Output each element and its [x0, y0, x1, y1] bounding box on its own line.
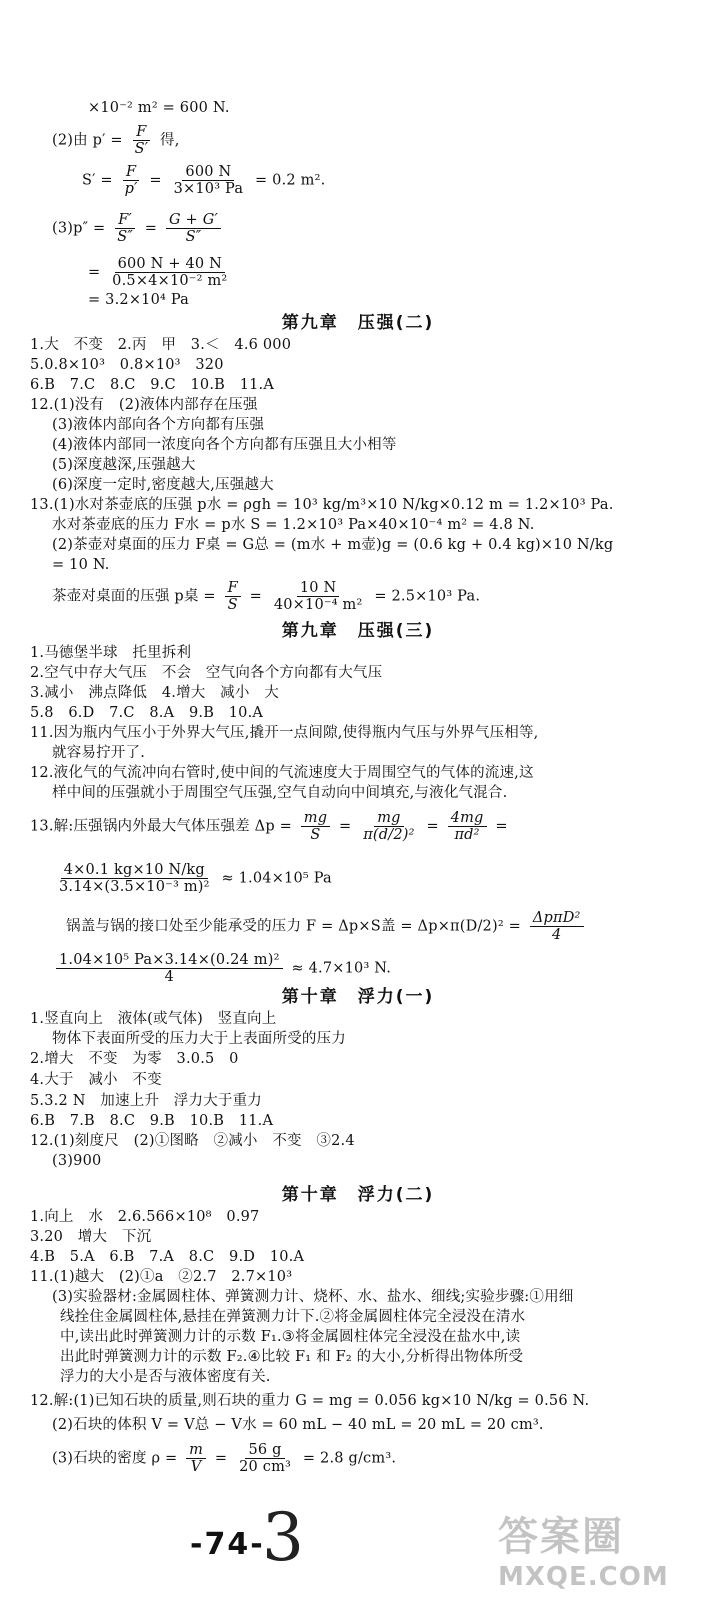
answer-line: 1.竖直向上 液体(或气体) 竖直向上 — [30, 1011, 277, 1027]
fraction: $\frac{56 g}{\text{20 cm³}}$ — [239, 1442, 292, 1475]
fraction: $\frac{600 N + 40 N}{\text{0.5×4×10⁻² m²}}$ — [112, 256, 228, 289]
fraction: $\frac{G + G'}{S''}$ — [166, 212, 221, 245]
answer-line: 13.(1)水对茶壶底的压强 p水 = ρgh = 10³ kg/m³×10 N/kg×0.12 m = 1.2×10³ Pa. — [30, 497, 614, 513]
fraction: $\frac{mg}{\text{π(d/2)²}}$ — [363, 810, 415, 843]
answer-line: 水对茶壶底的压力 F水 = p水 S = 1.2×10³ Pa×40×10⁻⁴ m² = 4.8 N. — [52, 517, 535, 533]
answer-line: (2)由 p′ = $\frac{F}{S'}$ 得, — [52, 124, 180, 157]
fraction: $\frac{\text{1.04×10⁵ Pa×3.14×(0.24 m)²}}{4}$ — [56, 952, 283, 985]
fraction: $\frac{F'}{S''}$ — [114, 212, 136, 245]
watermark-logo — [498, 1505, 698, 1595]
chapter-heading: 第十章 浮力(一) — [281, 987, 435, 1007]
answer-line: 6.B 7.B 8.C 9.B 10.B 11.A — [30, 1113, 274, 1129]
fraction: $\frac{F}{S'}$ — [134, 124, 149, 157]
answer-line: (3)石块的密度 ρ = $\frac{m}{V}$ = $\frac{56 g}{\text{20 cm³}}$ = 2.8 g/cm³. — [52, 1442, 397, 1475]
answer-line: 11.因为瓶内气压小于外界大气压,撬开一点间隙,使得瓶内气压与外界气压相等, — [30, 725, 539, 741]
fraction: $\frac{m}{V}$ — [186, 1442, 206, 1475]
answer-line: 12.液化气的气流冲向右管时,使中间的气流速度大于周围空气的气体的流速,这 — [30, 765, 534, 781]
chapter-heading: 第九章 压强(三) — [281, 621, 435, 641]
answer-line: = 3.2×10⁴ Pa — [88, 292, 189, 308]
answer-line: 6.B 7.C 8.C 9.C 10.B 11.A — [30, 377, 275, 393]
chapter-heading: 第九章 压强(二) — [281, 313, 435, 333]
answer-line: 1.大 不变 2.丙 甲 3.＜ 4.6 000 — [30, 337, 292, 353]
answer-line: 3.减小 沸点降低 4.增大 减小 大 — [30, 685, 279, 701]
fraction: $\frac{4mg}{\text{πd²}}$ — [448, 810, 487, 843]
answer-line: = 10 N. — [52, 557, 110, 573]
answer-line: S′ = $\frac{F}{p'}$ = $\frac{600 N}{\text{3×10³ Pa}}$ = 0.2 m². — [82, 164, 326, 197]
answer-line: (3)液体内部向各个方向都有压强 — [52, 417, 265, 433]
answer-line: (6)深度一定时,密度越大,压强越大 — [52, 477, 274, 493]
watermark-title: 答案圈 — [498, 1514, 624, 1560]
answer-line: 出此时弹簧测力计的示数 F₂.④比较 F₁ 和 F₂ 的大小,分析得出物体所受 — [60, 1349, 524, 1365]
answer-line: 样中间的压强就小于周围空气压强,空气自动向中间填充,与液化气混合. — [52, 785, 508, 801]
answer-line: 12.解:(1)已知石块的质量,则石块的重力 G = mg = 0.056 kg×10 N/kg = 0.56 N. — [30, 1393, 590, 1409]
answer-line: (2)石块的体积 V = V总 − V水 = 60 mL − 40 mL = 20 mL = 20 cm³. — [52, 1417, 544, 1433]
answer-line: 浮力的大小是否与液体密度有关. — [60, 1369, 271, 1385]
answer-line: 物体下表面所受的压力大于上表面所受的压力 — [52, 1031, 346, 1047]
page-number: -74- — [190, 1527, 265, 1562]
answer-line: = $\frac{600 N + 40 N}{\text{0.5×4×10⁻² m²}}$ — [88, 256, 234, 289]
answer-line: 茶壶对桌面的压强 p桌 = $\frac{F}{S}$ = $\frac{10 N}{\text{40×10⁻⁴ m²}}$ = 2.5×10³ Pa. — [52, 580, 481, 613]
answer-line: 5.8 6.D 7.C 8.A 9.B 10.A — [30, 705, 264, 721]
answer-line: 5.3.2 N 加速上升 浮力大于重力 — [30, 1093, 262, 1109]
answer-line: (5)深度越深,压强越大 — [52, 457, 196, 473]
answer-line: 2.增大 不变 为零 3.0.5 0 — [30, 1051, 239, 1067]
fraction: $\frac{600 N}{\text{3×10³ Pa}}$ — [173, 164, 244, 197]
fraction: $\frac{10 N}{\text{40×10⁻⁴ m²}}$ — [273, 580, 363, 613]
handwritten-mark: 3 — [262, 1499, 304, 1576]
answer-line: 4.大于 减小 不变 — [30, 1072, 162, 1088]
answer-line: 13.解:压强锅内外最大气体压强差 Δp = $\frac{mg}{S}$ = $\frac{mg}{\text{π(d/2)²}}$ = $\frac{4mg}{\text{πd²}}$ = — [30, 810, 508, 843]
answer-line: 4.B 5.A 6.B 7.A 8.C 9.D 10.A — [30, 1249, 305, 1265]
answer-line: 锅盖与锅的接口处至少能承受的压力 F = Δp×S盖 = Δp×π(D/2)² = $\frac{\text{ΔpπD²}}{4}$ — [66, 910, 588, 943]
answer-line: 2.空气中存大气压 不会 空气向各个方向都有大气压 — [30, 665, 383, 681]
answer-line: $\frac{\text{1.04×10⁵ Pa×3.14×(0.24 m)²}}{4}$ ≈ 4.7×10³ N. — [52, 952, 391, 985]
answer-line: (4)液体内部同一浓度向各个方向都有压强且大小相等 — [52, 437, 397, 453]
fraction: $\frac{\text{ΔpπD²}}{4}$ — [530, 910, 584, 943]
answer-line: 5.0.8×10³ 0.8×10³ 320 — [30, 357, 224, 373]
answer-line: $\frac{4\times 0.1 kg\times 10 N/kg}{\text{3.14×(3.5×10⁻³ m)²}}$ ≈ 1.04×10⁵ Pa — [52, 862, 332, 895]
answer-line: 中,读出此时弹簧测力计的示数 F₁.③将金属圆柱体完全浸没在盐水中,读 — [60, 1329, 521, 1345]
watermark-url: MXQE.COM — [498, 1562, 669, 1592]
answer-line: 3.20 增大 下沉 — [30, 1229, 152, 1245]
chapter-heading: 第十章 浮力(二) — [281, 1185, 435, 1205]
answer-line: 12.(1)没有 (2)液体内部存在压强 — [30, 397, 258, 413]
answer-line: 1.马德堡半球 托里拆利 — [30, 645, 192, 661]
answer-line: 11.(1)越大 (2)①a ②2.7 2.7×10³ — [30, 1269, 293, 1285]
answer-line: 就容易拧开了. — [52, 745, 146, 761]
answer-line: ×10⁻² m² = 600 N. — [88, 100, 230, 116]
fraction: $\frac{F}{p'}$ — [124, 164, 138, 197]
answer-line: (3)p″ = $\frac{F'}{S''}$ = $\frac{G + G'}{S''}$ — [52, 212, 225, 245]
fraction: $\frac{mg}{S}$ — [301, 810, 330, 843]
answer-line: 线拴住金属圆柱体,悬挂在弹簧测力计下.②将金属圆柱体完全浸没在清水 — [60, 1309, 526, 1325]
answer-line: (3)900 — [52, 1153, 102, 1169]
answer-line: (3)实验器材:金属圆柱体、弹簧测力计、烧杯、水、盐水、细线;实验步骤:①用细 — [52, 1289, 574, 1305]
answer-line: (2)茶壶对桌面的压力 F桌 = G总 = (m水 + m壶)g = (0.6 kg + 0.4 kg)×10 N/kg — [52, 537, 614, 553]
answer-line: 1.向上 水 2.6.566×10⁸ 0.97 — [30, 1209, 260, 1225]
fraction: $\frac{F}{S}$ — [225, 580, 241, 613]
answer-line: 12.(1)刻度尺 (2)①图略 ②减小 不变 ③2.4 — [30, 1133, 355, 1149]
fraction: $\frac{4\times 0.1 kg\times 10 N/kg}{\text{3.14×(3.5×10⁻³ m)²}}$ — [59, 862, 210, 895]
